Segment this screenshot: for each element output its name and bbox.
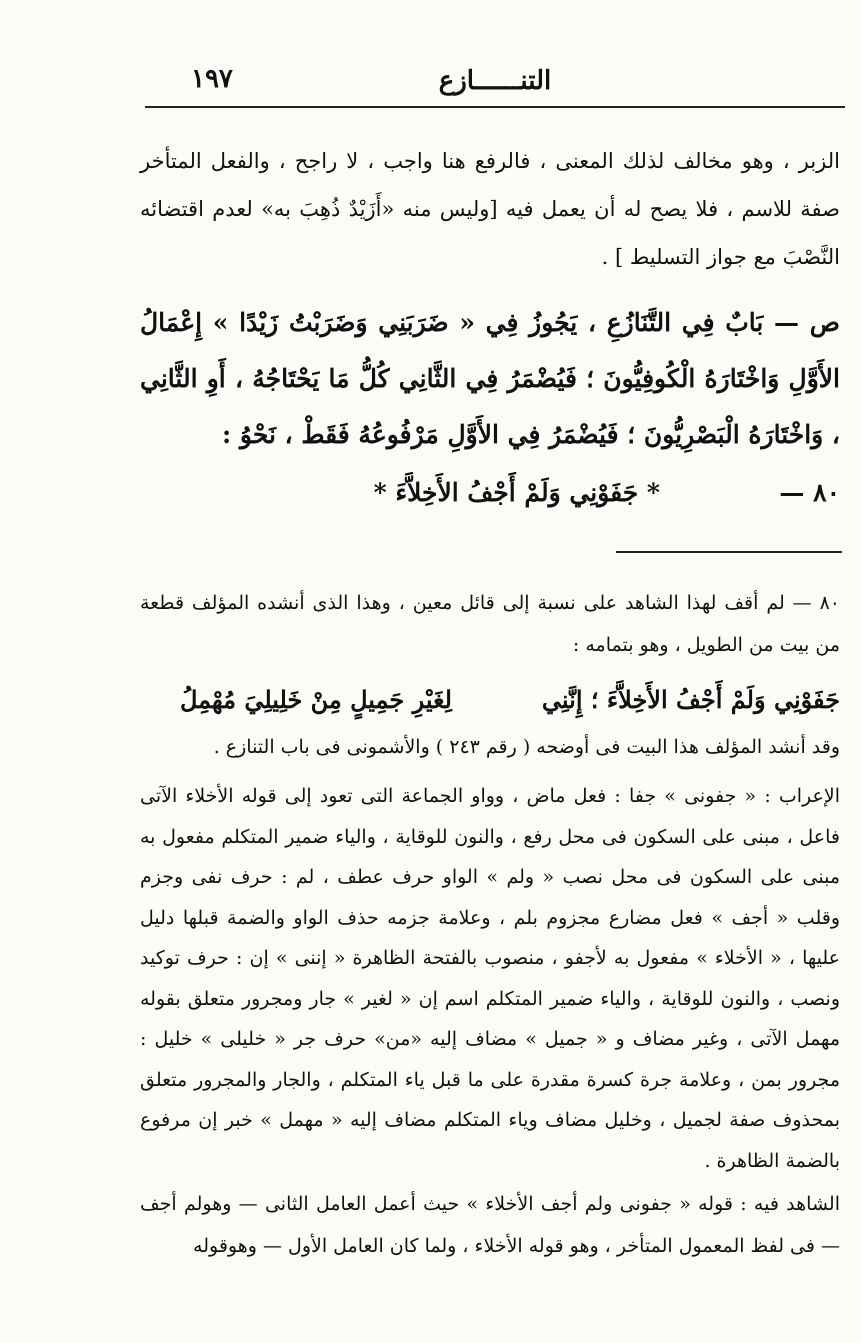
example-verse: * جَفَوْنِي وَلَمْ أَجْفُ الأَخِلاَّءَ *	[373, 478, 660, 507]
page-number: ١٩٧	[191, 64, 233, 94]
footnote-separator	[616, 551, 842, 553]
footnote-evidence: الشاهد فيه : قوله « جفونى ولم أجف الأخلاء » حيث أعمل العامل الثانى — وهولم أجف — فى لفظ المعمول المتأخر ، وهو قوله الأخلاء ، ولما كان العامل الأول — وهوقوله	[140, 1193, 840, 1257]
body-paragraph-1: الزبر ، وهو مخالف لذلك المعنى ، فالرفع هنا واجب ، لا راجح ، والفعل المتأخر صفة للاسم ، فلا يصح له أن يعمل فيه [وليس منه «أَزَيْدٌ ذُهِبَ به» لعدم اقتضائه النَّصْبَ مع جواز التسليط ] .	[140, 149, 840, 269]
body-paragraph-2: ص — بَابٌ فِي التَّنَازُعِ ، يَجُوزُ فِي « ضَرَبَنِي وَضَرَبْتُ زَيْدًا » إِعْمَالُ الأَوَّلِ وَاخْتَارَهُ الْكُوفِيُّونَ ؛ فَيُضْمَرُ فِي الثَّانِي كُلُّ مَا يَحْتَاجُهُ ، أَوِ الثَّانِي ، وَاخْتَارَهُ الْبَصْرِيُّونَ ؛ فَيُضْمَرُ فِي الأَوَّلِ مَرْفُوعُهُ فَقَطْ ، نَحْوُ :	[140, 308, 840, 449]
footnote-parsing: الإعراب : « جفونى » جفا : فعل ماض ، وواو الجماعة التى تعود إلى قوله الأخلاء الآتى فاعل ، مبنى على السكون فى محل رفع ، والنون للوقاية ، والياء ضمير المتكلم مفعول به مبنى على السكون فى محل نصب « ولم » الواو حرف عطف ، لم : حرف نفى وجزم وقلب « أجف » فعل مضارع مجزوم بلم ، وعلامة جزمه حذف الواو والضمة قبلها دليل عليها ، « الأخلاء » مفعول به لأجفو ، منصوب بالفتحة الظاهرة « إننى » إن : حرف توكيد ونصب ، والنون للوقاية ، والياء ضمير المتكلم اسم إن « لغير » جار ومجرور متعلق بقوله مهمل الآتى ، وغير مضاف و « جميل » مضاف إليه «من» حرف جر « خليلى » خليل : مجرور بمن ، وعلامة جرة كسرة مقدرة على ما قبل ياء المتكلم ، والجار والمجرور متعلق بمحذوف صفة لجميل ، وخليل مضاف وياء المتكلم مضاف إليه « مهمل » خبر إن مرفوع بالضمة الظاهرة .	[140, 785, 840, 1172]
footnote-verse	[140, 685, 840, 725]
example-number: ٨٠ —	[779, 478, 840, 507]
chapter-title: التنــــــازع	[438, 66, 552, 96]
header-rule	[145, 106, 845, 108]
verse-hemistich-2: لِغَيْرِ جَمِيلٍ مِنْ خَلِيلِيَ مُهْمِلُ	[180, 685, 452, 714]
footnote-intro: ٨٠ — لم أقف لهذا الشاهد على نسبة إلى قائل معين ، وهذا الذى أنشده المؤلف قطعة من بيت من الطويل ، وهو بتمامه :	[140, 592, 840, 656]
page-header	[145, 58, 845, 104]
footnote-source-note: وقد أنشد المؤلف هذا البيت فى أوضحه ( رقم ٢٤٣ ) والأشمونى فى باب التنازع .	[213, 736, 840, 758]
verse-hemistich-1: جَفَوْنِي وَلَمْ أَجْفُ الأَخِلاَّءَ ؛ إِنَّنِي	[541, 685, 840, 714]
